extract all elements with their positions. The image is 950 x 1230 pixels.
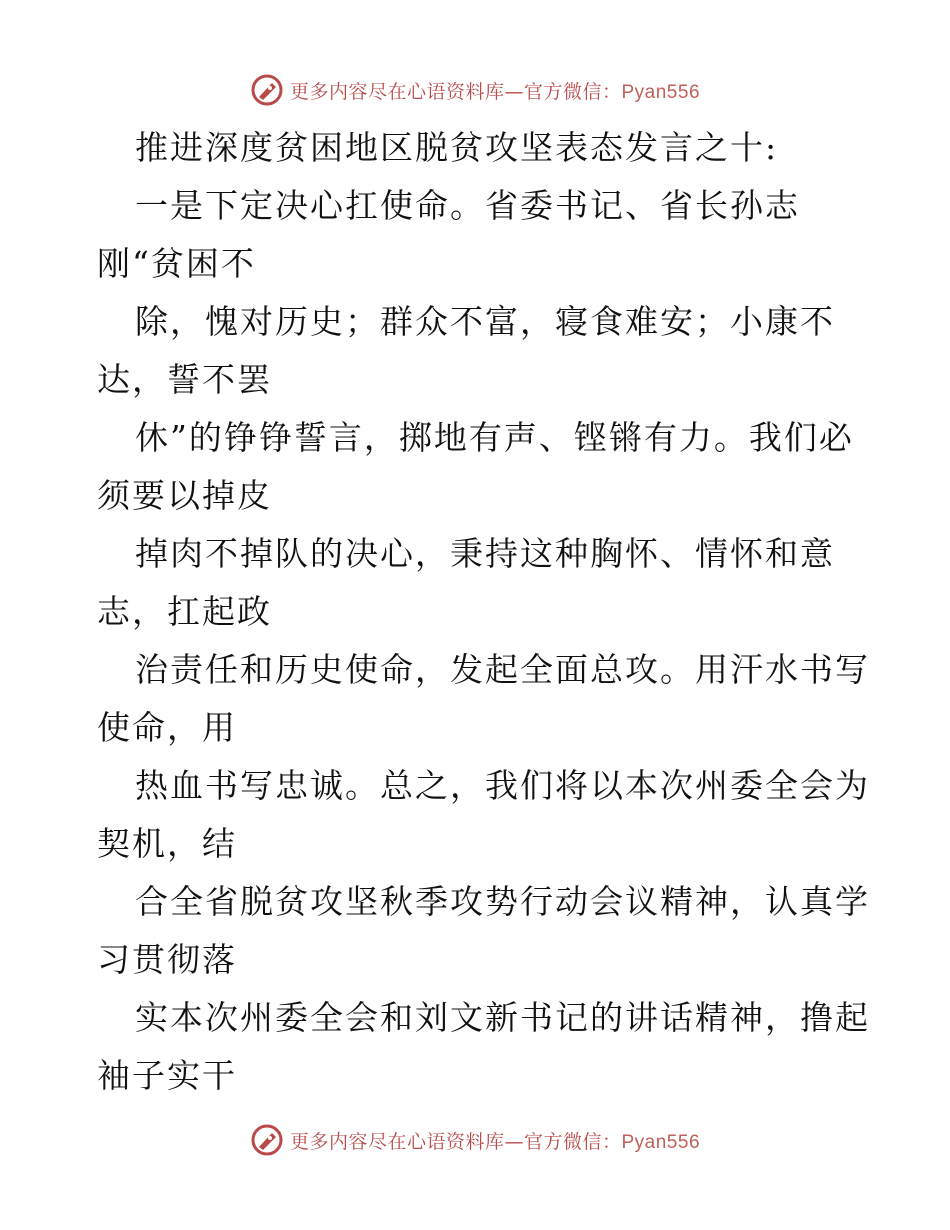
watermark-wechat-id: Pyan556 [621,81,701,103]
header-watermark [0,70,950,110]
text-line: 志，扛起政 [97,592,272,631]
text-line: 契机，结 [97,824,237,863]
text-line: 休”的铮铮誓言，掷地有声、铿锵有力。我们必 [135,418,854,457]
footer-watermark [0,1120,950,1160]
text-line: 除，愧对历史；群众不富，寝食难安；小康不 [135,302,835,341]
text-line: 刚“贫困不 [97,244,256,283]
text-line: 实本次州委全会和刘文新书记的讲话精神，撸起 [135,998,870,1037]
text-line: 推进深度贫困地区脱贫攻坚表态发言之十: [135,128,779,167]
text-line: 习贯彻落 [97,940,237,979]
text-line: 袖子实干 [97,1056,237,1095]
pen-nib-logo-icon [250,73,284,107]
text-line: 掉肉不掉队的决心，秉持这种胸怀、情怀和意 [135,534,835,573]
pen-nib-logo-icon [250,1123,284,1157]
watermark-wechat-id: Pyan556 [621,1131,701,1153]
watermark-text: 更多内容尽在心语资料库—官方微信：Pyan556 [289,1130,701,1153]
text-line: 热血书写忠诚。总之，我们将以本次州委全会为 [135,766,870,805]
text-line: 治责任和历史使命，发起全面总攻。用汗水书写 [135,650,870,689]
text-line: 一是下定决心扛使命。省委书记、省长孙志 [135,186,800,225]
text-line: 须要以掉皮 [97,476,272,515]
text-line: 使命，用 [97,708,237,747]
text-line: 合全省脱贫攻坚秋季攻势行动会议精神，认真学 [135,882,870,921]
text-line: 达，誓不罢 [97,360,272,399]
watermark-text: 更多内容尽在心语资料库—官方微信：Pyan556 [289,80,701,103]
